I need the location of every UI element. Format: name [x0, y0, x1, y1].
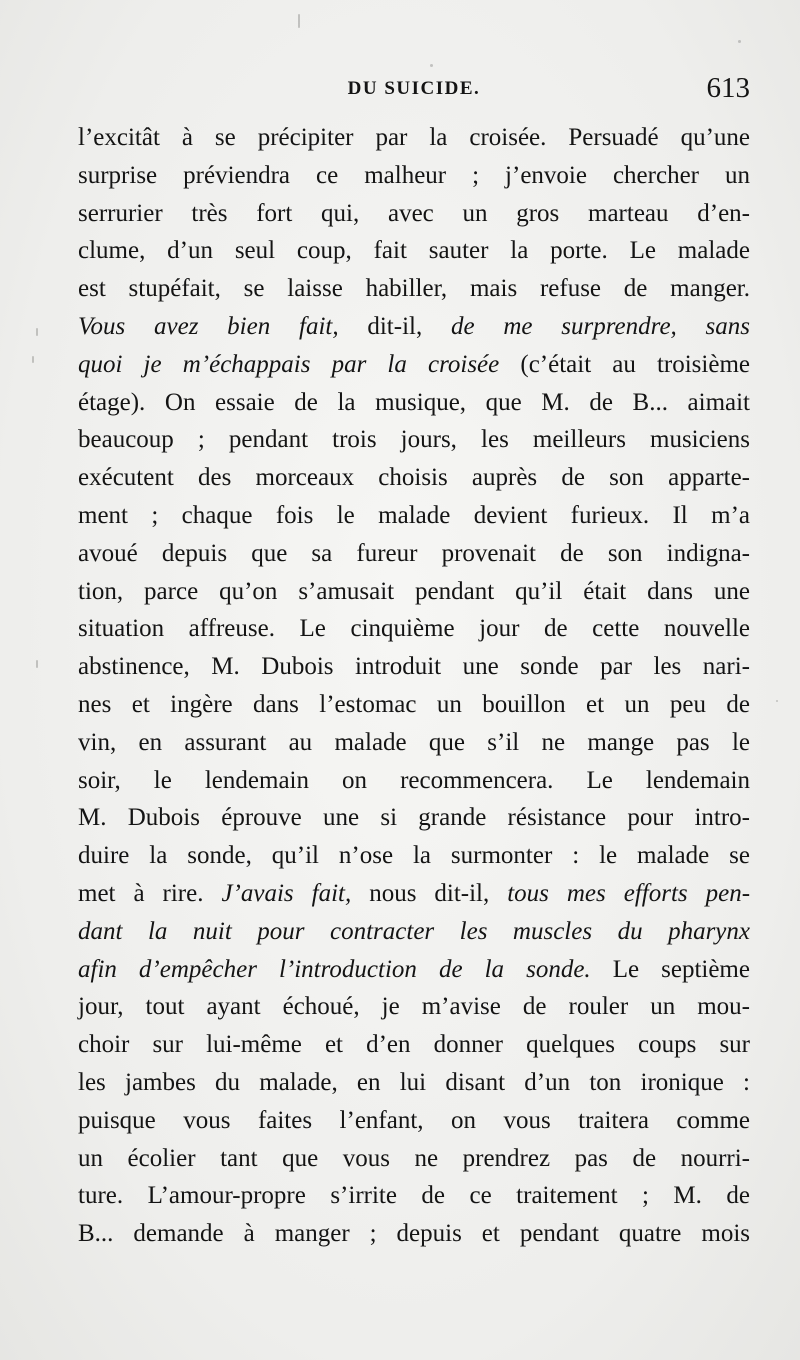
text-span: soir, le lendemain on recommencera. Le lendemain — [78, 766, 750, 794]
text-line — [78, 799, 750, 837]
text-line — [78, 535, 750, 573]
italic-span: quoi je m’échappais par la croisée — [78, 350, 500, 378]
text-span: les jambes du malade, en lui disant d’un ton ironique : — [78, 1068, 750, 1096]
text-line — [78, 270, 750, 308]
text-line — [78, 1102, 750, 1140]
italic-span: dant la nuit pour contracter les muscles du pharynx — [78, 917, 750, 945]
italic-span: de me surprendre, sans — [451, 312, 751, 340]
text-line — [78, 384, 750, 422]
text-span: duire la sonde, qu’il n’ose la surmonter : le malade se — [78, 842, 750, 870]
running-head — [78, 72, 750, 106]
text-line — [78, 913, 750, 951]
text-line — [78, 1215, 750, 1253]
text-span: abstinence, M. Dubois introduit une sonde par les nari- — [78, 653, 750, 681]
text-span: ture. L’amour-propre s’irrite de ce traitement ; M. de — [78, 1182, 750, 1210]
text-line — [78, 1064, 750, 1102]
paper-speck — [32, 356, 34, 363]
text-span: exécutent des morceaux choisis auprès de son apparte- — [78, 464, 750, 492]
running-title: DU SUICIDE. — [347, 78, 481, 99]
text-span: nous dit-il, — [351, 879, 508, 907]
text-line — [78, 686, 750, 724]
text-span: est stupéfait, se laisse habiller, mais refuse de manger. — [78, 275, 750, 303]
text-span: ment ; chaque fois le malade devient furieux. Il m’a — [78, 501, 750, 529]
text-span: B... demande à manger ; depuis et pendant quatre mois — [78, 1220, 750, 1248]
text-span: beaucoup ; pendant trois jours, les meilleurs musiciens — [78, 426, 750, 454]
text-line — [78, 157, 750, 195]
text-line — [78, 1177, 750, 1215]
italic-span: J’avais fait, — [221, 879, 352, 907]
text-line — [78, 346, 750, 384]
text-span: serrurier très fort qui, avec un gros marteau d’en- — [78, 199, 750, 227]
text-span: vin, en assurant au malade que s’il ne mange pas le — [78, 728, 750, 756]
text-line — [78, 648, 750, 686]
text-line — [78, 762, 750, 800]
paper-speck — [36, 328, 38, 336]
text-span: surprise préviendra ce malheur ; j’envoie chercher un — [78, 161, 750, 189]
page-number: 613 — [706, 72, 750, 104]
text-span: avoué depuis que sa fureur provenait de son indigna- — [78, 539, 750, 567]
text-span: met à rire. — [78, 879, 222, 907]
text-span: nes et ingère dans l’estomac un bouillon et un peu de — [78, 690, 750, 718]
text-span: étage). On essaie de la musique, que M. de B... aimait — [78, 388, 750, 416]
text-span: un écolier tant que vous ne prendrez pas de nourri- — [78, 1144, 750, 1172]
text-span: dit-il, — [338, 312, 451, 340]
text-span: clume, d’un seul coup, fait sauter la porte. Le malade — [78, 237, 750, 265]
paper-speck — [430, 64, 433, 67]
text-line — [78, 951, 750, 989]
paper-speck — [36, 660, 38, 668]
text-line — [78, 497, 750, 535]
text-line — [78, 875, 750, 913]
text-line — [78, 232, 750, 270]
text-line — [78, 195, 750, 233]
text-span: M. Dubois éprouve une si grande résistance pour intro- — [78, 804, 750, 832]
text-line — [78, 724, 750, 762]
text-span: jour, tout ayant échoué, je m’avise de rouler un mou- — [78, 993, 750, 1021]
text-line — [78, 308, 750, 346]
paper-speck — [776, 700, 778, 702]
text-line — [78, 119, 750, 157]
text-line — [78, 988, 750, 1026]
text-span: Le septième — [590, 955, 750, 983]
text-line — [78, 837, 750, 875]
text-span: situation affreuse. Le cinquième jour de cette nouvelle — [78, 615, 750, 643]
text-span: l’excitât à se précipiter par la croisée. Persuadé qu’une — [78, 124, 750, 151]
text-line — [78, 421, 750, 459]
text-span: choir sur lui-même et d’en donner quelques coups sur — [78, 1031, 750, 1059]
text-line — [78, 610, 750, 648]
text-span: tion, parce qu’on s’amusait pendant qu’il était dans une — [78, 577, 750, 605]
italic-span: Vous avez bien fait, — [78, 312, 339, 340]
text-line — [78, 573, 750, 611]
body-text — [78, 119, 750, 1253]
paper-speck — [738, 40, 741, 43]
italic-span: afin d’empêcher l’introduction de la sonde. — [78, 955, 591, 983]
text-line — [78, 1140, 750, 1178]
text-line — [78, 459, 750, 497]
text-span: (c’était au troisième — [499, 350, 750, 378]
text-line — [78, 1026, 750, 1064]
italic-span: tous mes efforts pen- — [507, 879, 751, 907]
text-span: puisque vous faites l’enfant, on vous traitera comme — [78, 1106, 750, 1134]
paper-speck — [298, 14, 300, 28]
